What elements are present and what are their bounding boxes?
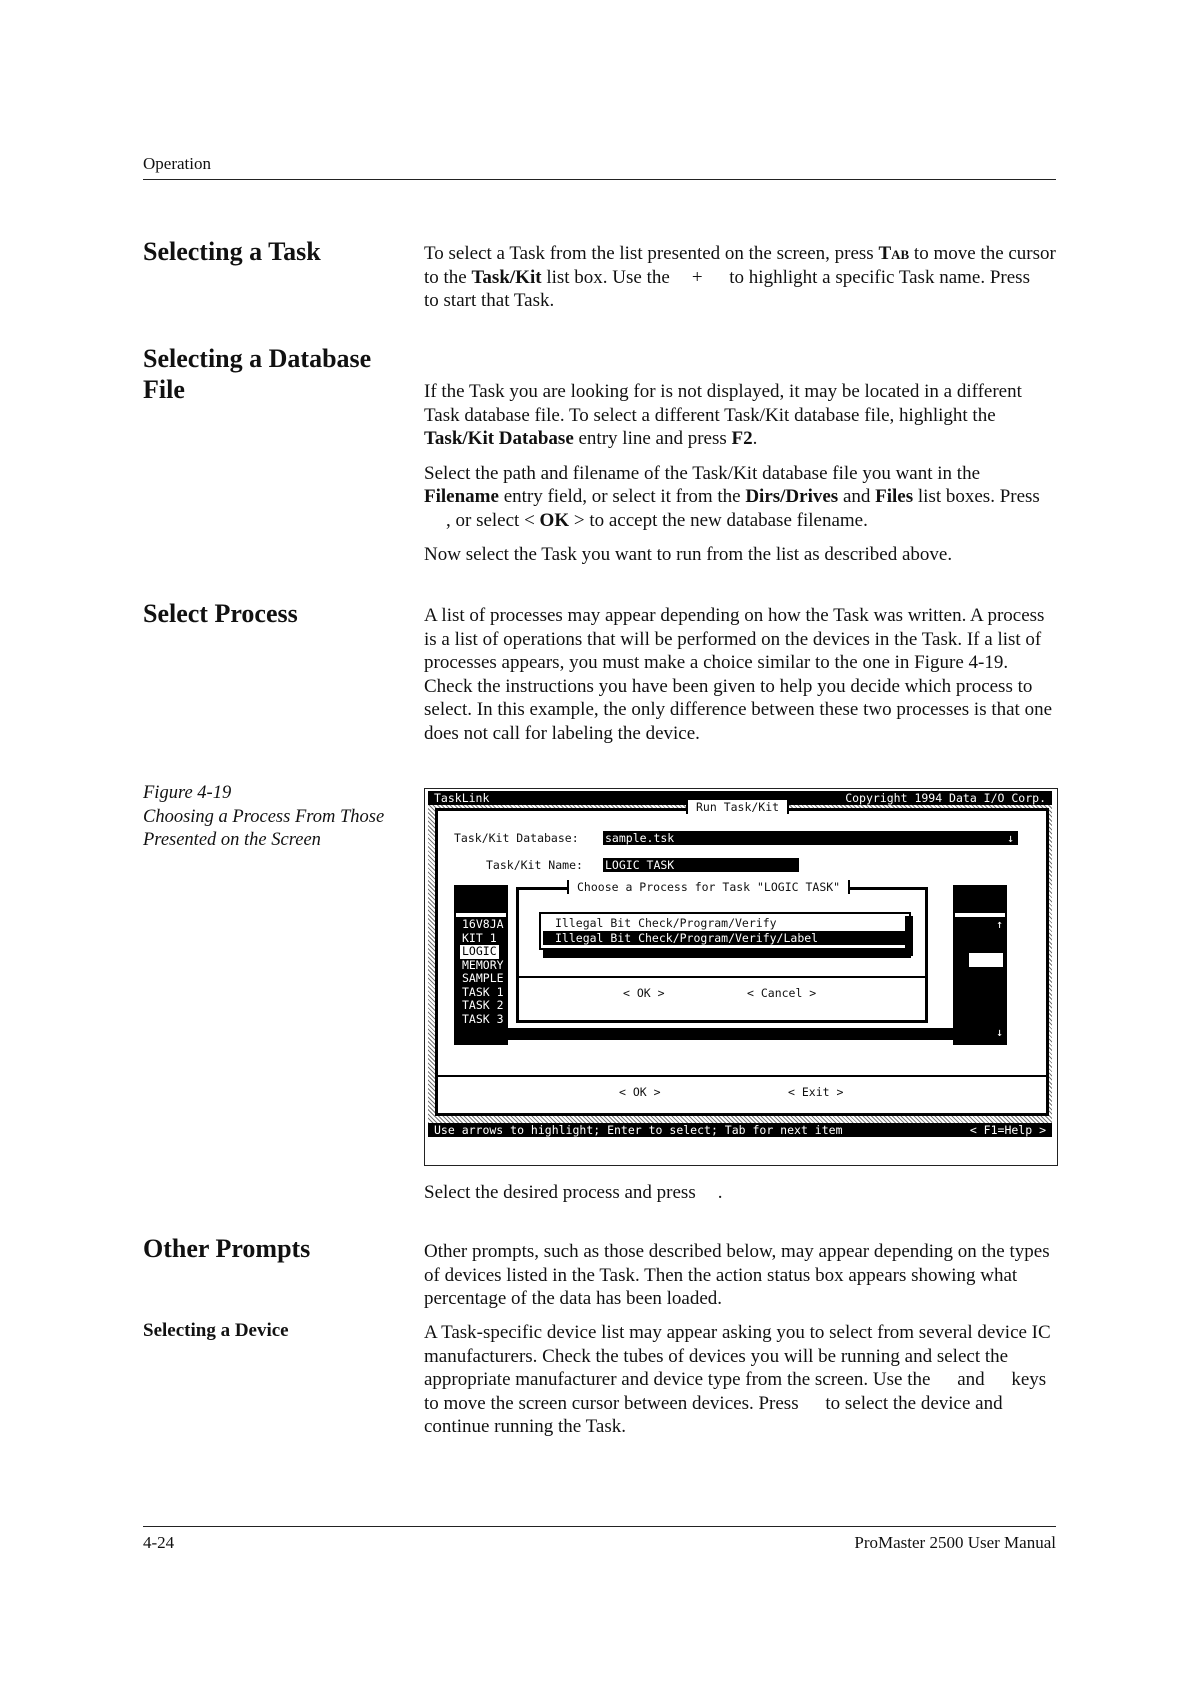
name-label: Task/Kit Name: — [486, 858, 583, 872]
choose-process-dialog — [516, 880, 928, 1023]
page-number: 4-24 — [143, 1533, 175, 1552]
process-item-selected[interactable]: Illegal Bit Check/Program/Verify/Label — [543, 931, 907, 945]
heading-other-prompts: Other Prompts — [143, 1234, 311, 1263]
help-button[interactable]: < F1=Help > — [969, 1123, 1046, 1137]
list-item[interactable]: KIT 1 — [462, 930, 497, 945]
tasklink-screenshot — [424, 788, 1058, 1166]
selecting-device-paragraph: A Task-specific device list may appear asking you to select from several device IC manufacturers. Check the tubes of devices you will be running and select the appropriate manufacturer and device type from the screen. Use the and keys to move the screen cursor between devices. Press to select the device and continue running the Task. — [424, 1322, 1051, 1437]
ok-button[interactable]: < OK > — [619, 1085, 661, 1099]
list-item[interactable]: TASK 2 — [462, 998, 504, 1012]
db-field[interactable]: sample.tsk ↓ — [603, 831, 1018, 845]
status-bar: Use arrows to highlight; Enter to select; Tab for next item < F1=Help > — [428, 1123, 1052, 1137]
process-list[interactable] — [539, 912, 911, 950]
other-prompts-paragraph: Other prompts, such as those described below, may appear depending on the types of devices listed in the Task. Then the action status box appears showing what percentage of the data has been loaded. — [424, 1241, 1050, 1309]
app-title-bar: TaskLink Copyright 1994 Data I/O Corp. — [428, 791, 1052, 805]
process-dialog-shadow-bottom — [504, 1028, 984, 1040]
list-item[interactable]: SAMPLE — [462, 971, 504, 985]
process-item[interactable]: Illegal Bit Check/Program/Verify — [555, 916, 777, 930]
process-dialog-divider — [519, 976, 925, 978]
inner-ok-button[interactable]: < OK > — [623, 986, 665, 1000]
name-field[interactable]: LOGIC TASK — [603, 858, 799, 872]
choose-process-title: Choose a Process for Task "LOGIC TASK" — [567, 880, 850, 894]
selecting-database-text: If the Task you are looking for is not displayed, it may be located in a different Task database file. To select a different Task/Kit database file, highlight the Task/Kit Database entry line and press F2. Select the path and filename of the Task/Kit database file you want in the Filename entry field, or select it from the Dirs/Drives and Files list boxes. Press, or select < OK > to accept the new database filename. Now select the Task you want to run from the list as described above. — [424, 381, 1040, 565]
figure-caption: Figure 4-19 Choosing a Process From Those Presented on the Screen — [143, 783, 385, 850]
list-item-selected[interactable]: LOGIC — [462, 944, 497, 958]
task-list-box[interactable] — [454, 885, 508, 1045]
subheading-selecting-device: Selecting a Device — [143, 1320, 289, 1341]
inner-cancel-button[interactable]: < Cancel > — [747, 986, 817, 1000]
run-task-dialog — [435, 800, 1049, 1116]
header-rule — [143, 179, 1056, 180]
heading-select-process: Select Process — [143, 599, 298, 628]
process-list-shadow-right — [905, 916, 913, 956]
db-dropdown-icon[interactable]: ↓ — [1007, 831, 1014, 845]
list-item[interactable]: MEMORY — [462, 957, 504, 972]
process-list-shadow — [543, 950, 911, 958]
manual-title: ProMaster 2500 User Manual — [854, 1533, 1056, 1552]
select-process-paragraph: A list of processes may appear depending on how the Task was written. A process is a list of operations that will be performed on the devices in the Task. If a list of processes appears, you must make a choice similar to the one in Figure 4-19. Check the instructions you have been given to help you decide which process to select. In this example, the only difference between these two processes is that one does not call for labeling the device. — [424, 605, 1053, 744]
list-item[interactable]: 16V8JA — [462, 917, 504, 931]
list-item[interactable]: TASK 1 — [462, 984, 504, 999]
scroll-up-icon[interactable]: ↑ — [996, 917, 1003, 931]
figure-followup: Select the desired process and press . — [424, 1182, 723, 1203]
selecting-task-paragraph: To select a Task from the list presented on the screen, press Tab to move the cursor to the Task/Kit list box. Use the + to highlight a specific Task name. Press to start that Task. — [424, 243, 1056, 311]
right-list-box[interactable] — [953, 885, 1007, 1045]
main-dialog-divider — [438, 1075, 1046, 1077]
running-header: Operation — [143, 154, 211, 173]
run-task-dialog-title: Run Task/Kit — [686, 800, 789, 814]
list-item[interactable]: TASK 3 — [462, 1011, 504, 1026]
db-label: Task/Kit Database: — [454, 831, 579, 845]
scroll-down-icon[interactable]: ↓ — [996, 1025, 1003, 1039]
footer-rule — [143, 1526, 1056, 1527]
heading-selecting-task: Selecting a Task — [143, 237, 321, 266]
heading-selecting-database: Selecting a Database File — [143, 344, 372, 404]
exit-button[interactable]: < Exit > — [788, 1085, 844, 1099]
